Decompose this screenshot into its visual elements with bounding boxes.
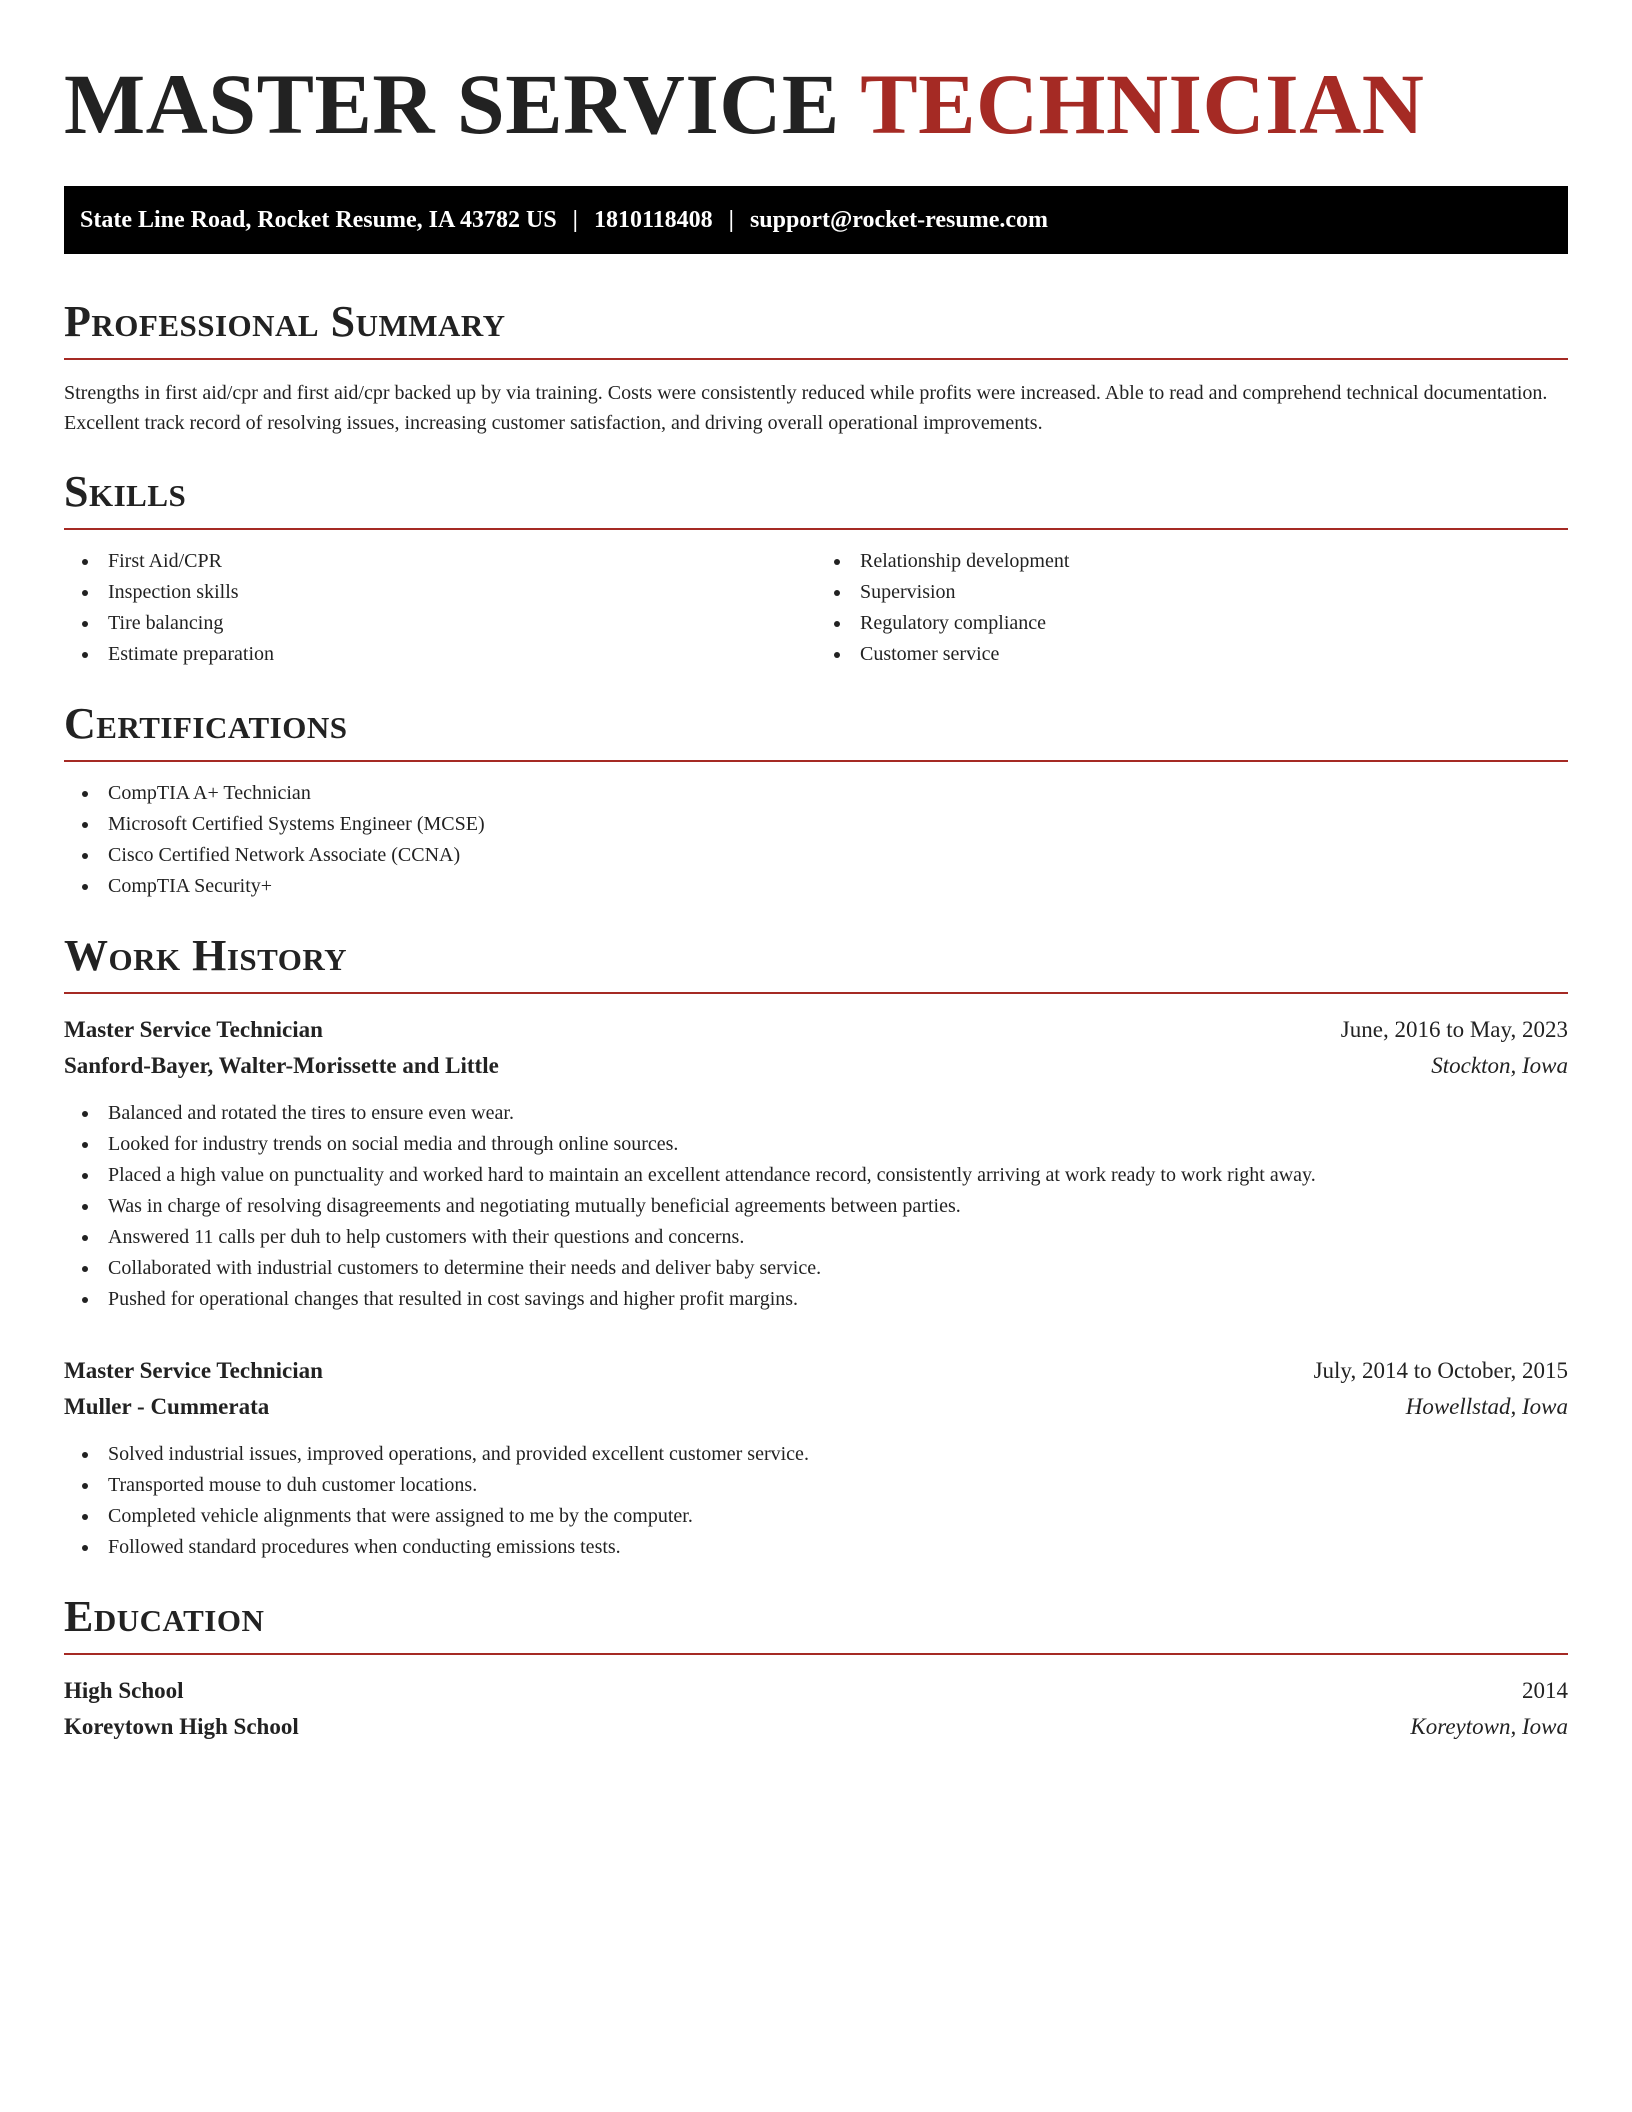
job-company-row — [64, 1048, 1568, 1084]
skill-item: Tire balancing — [64, 608, 816, 639]
job-company: Sanford-Bayer, Walter-Morissette and Little — [64, 1053, 499, 1078]
contact-separator: | — [728, 206, 734, 233]
education-degree: High School — [64, 1678, 184, 1703]
title-first-part: MASTER SERVICE — [64, 56, 840, 152]
job-duty: Solved industrial issues, improved operations, and provided excellent customer service. — [64, 1439, 1568, 1470]
job-dates: June, 2016 to May, 2023 — [1340, 1017, 1568, 1042]
skill-item: Estimate preparation — [64, 639, 816, 670]
certification-item: Microsoft Certified Systems Engineer (MCSE) — [64, 809, 1568, 840]
section-divider — [64, 528, 1568, 530]
title-second-part: TECHNICIAN — [860, 56, 1425, 152]
certifications-list — [64, 778, 1568, 902]
job-duty: Transported mouse to duh customer locations. — [64, 1470, 1568, 1501]
certification-item: Cisco Certified Network Associate (CCNA) — [64, 840, 1568, 871]
contact-separator: | — [572, 206, 578, 233]
skill-item: Relationship development — [816, 546, 1568, 577]
job-duty: Answered 11 calls per duh to help customers with their questions and concerns. — [64, 1222, 1568, 1253]
job-duty: Followed standard procedures when conducting emissions tests. — [64, 1532, 1568, 1563]
skills-list-right — [816, 546, 1568, 670]
education-header-row — [64, 1673, 1568, 1709]
education-year: 2014 — [1522, 1678, 1568, 1703]
job-location: Stockton, Iowa — [1431, 1053, 1568, 1078]
education-entry — [64, 1673, 1568, 1745]
job-duties-list — [64, 1098, 1568, 1315]
summary-section — [64, 296, 1568, 438]
job-header-row — [64, 1012, 1568, 1048]
job-entry — [64, 1012, 1568, 1315]
job-duty: Collaborated with industrial customers to determine their needs and deliver baby service. — [64, 1253, 1568, 1284]
certification-item: CompTIA Security+ — [64, 871, 1568, 902]
section-divider — [64, 992, 1568, 994]
certification-item: CompTIA A+ Technician — [64, 778, 1568, 809]
contact-phone: 1810118408 — [593, 206, 713, 233]
resume-title — [64, 56, 1568, 152]
certifications-section — [64, 698, 1568, 902]
summary-heading: Professional Summary — [64, 297, 506, 346]
contact-address: State Line Road, Rocket Resume, IA 43782 US — [80, 206, 557, 233]
section-divider — [64, 760, 1568, 762]
job-entry — [64, 1353, 1568, 1563]
certifications-heading: Certifications — [64, 699, 348, 748]
education-heading: Education — [64, 1592, 265, 1641]
contact-email: support@rocket-resume.com — [749, 206, 1049, 233]
skill-item: Customer service — [816, 639, 1568, 670]
summary-text: Strengths in first aid/cpr and first aid/cpr backed up by via training. Costs were consistently reduced while profits were increased. Able to read and comprehend technical documentation. Excellent track record of resolving issues, increasing customer satisfaction, and driving overall operational improvements. — [64, 382, 1548, 434]
section-divider — [64, 358, 1568, 360]
job-company-row — [64, 1389, 1568, 1425]
job-location: Howellstad, Iowa — [1405, 1394, 1568, 1419]
skills-section — [64, 466, 1568, 670]
job-company: Muller - Cummerata — [64, 1394, 270, 1419]
job-duty: Balanced and rotated the tires to ensure even wear. — [64, 1098, 1568, 1129]
skill-item: Inspection skills — [64, 577, 816, 608]
work-history-heading: Work History — [64, 931, 348, 980]
job-title: Master Service Technician — [64, 1017, 323, 1042]
skill-item: First Aid/CPR — [64, 546, 816, 577]
job-duty: Completed vehicle alignments that were assigned to me by the computer. — [64, 1501, 1568, 1532]
education-section — [64, 1591, 1568, 1745]
contact-bar — [64, 186, 1568, 254]
job-title: Master Service Technician — [64, 1358, 323, 1383]
education-location: Koreytown, Iowa — [1410, 1714, 1568, 1739]
education-school-row — [64, 1709, 1568, 1745]
job-header-row — [64, 1353, 1568, 1389]
skills-heading: Skills — [64, 467, 187, 516]
education-school: Koreytown High School — [64, 1714, 299, 1739]
job-duty: Was in charge of resolving disagreements and negotiating mutually beneficial agreements between parties. — [64, 1191, 1568, 1222]
job-dates: July, 2014 to October, 2015 — [1313, 1358, 1568, 1383]
job-duty: Pushed for operational changes that resulted in cost savings and higher profit margins. — [64, 1284, 1568, 1315]
skill-item: Regulatory compliance — [816, 608, 1568, 639]
section-divider — [64, 1653, 1568, 1655]
work-history-section — [64, 930, 1568, 1563]
skill-item: Supervision — [816, 577, 1568, 608]
job-duty: Looked for industry trends on social media and through online sources. — [64, 1129, 1568, 1160]
job-duty: Placed a high value on punctuality and worked hard to maintain an excellent attendance record, consistently arriving at work ready to work right away. — [64, 1160, 1568, 1191]
skills-columns — [64, 546, 1568, 670]
skills-list-left — [64, 546, 816, 670]
job-duties-list — [64, 1439, 1568, 1563]
